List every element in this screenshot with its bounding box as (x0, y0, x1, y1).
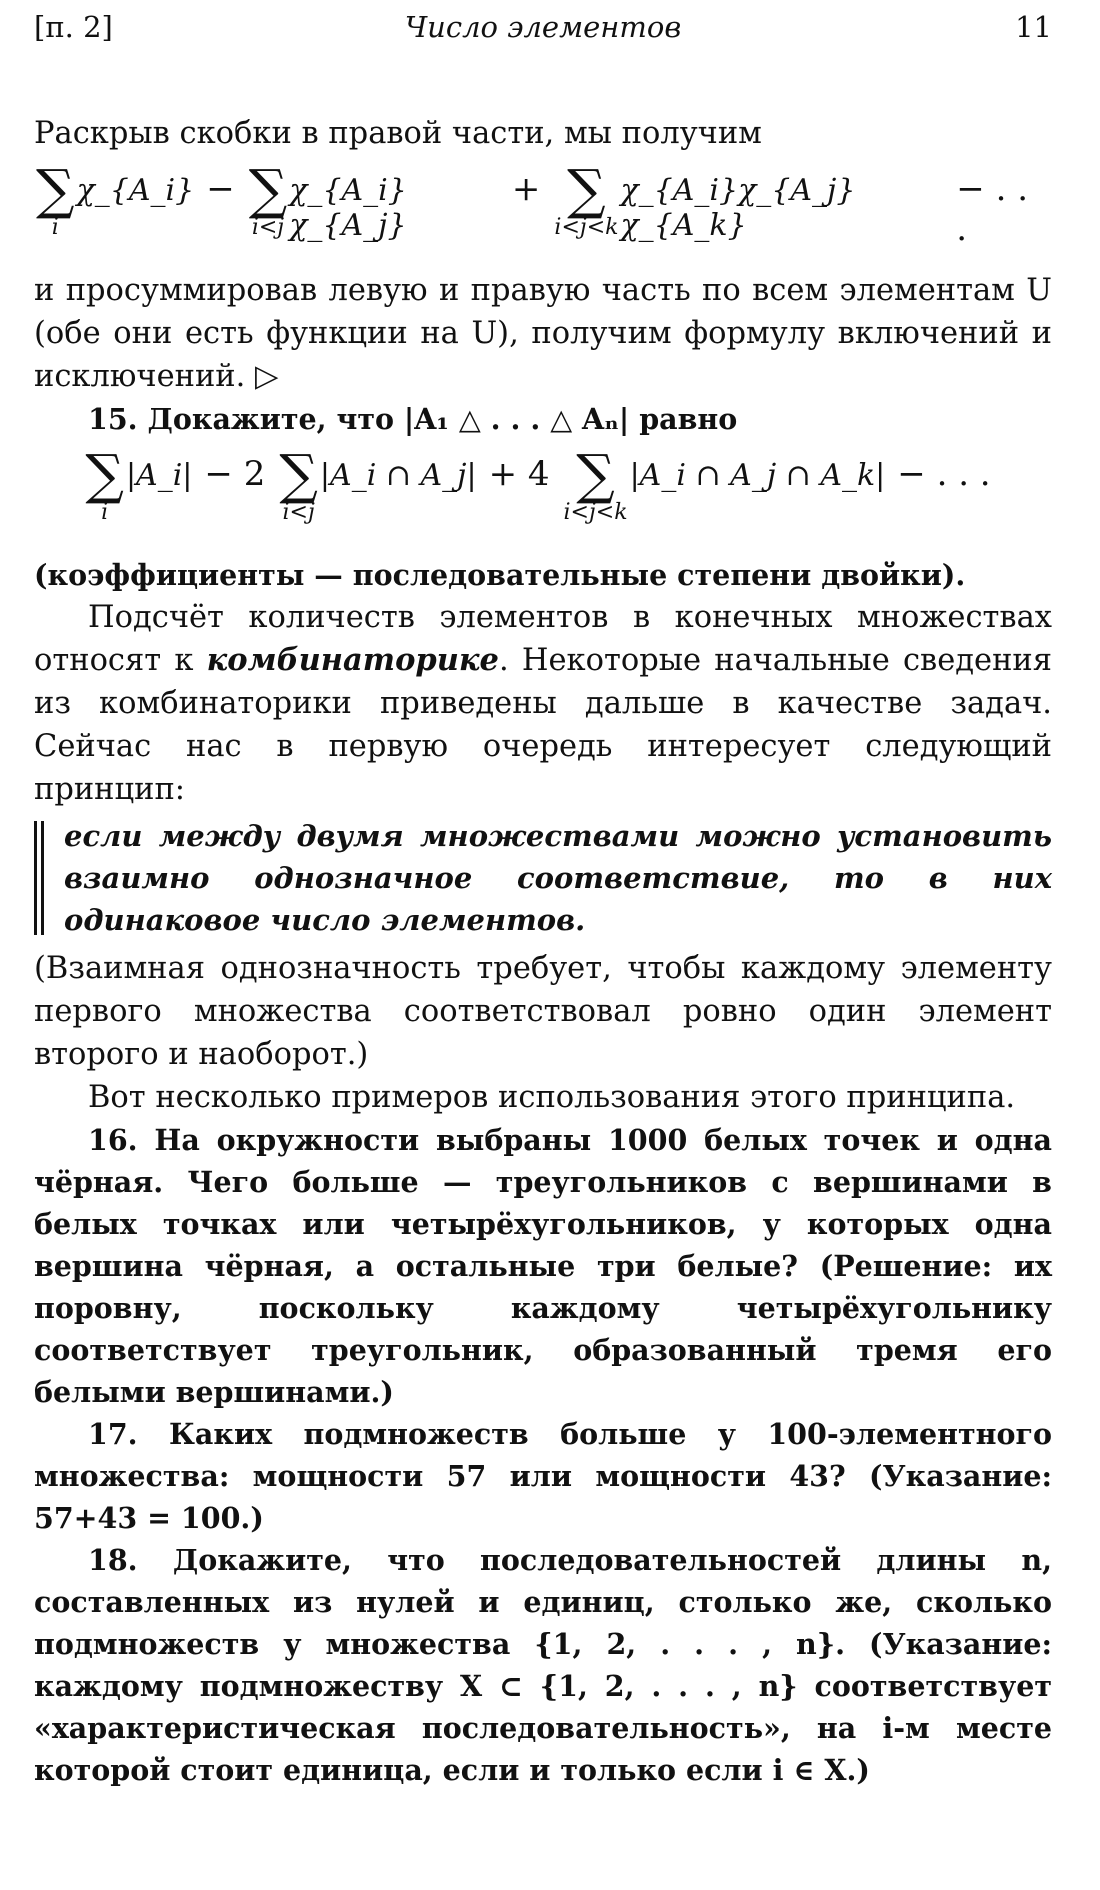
problem-15-note: (коэффициенты — последовательные степени двойки). (34, 558, 966, 592)
problem-text: На окружности выбраны 1000 белых точек и одна чёрная. Чего больше — треугольников с вершинами в белых точках или четырёхугольников, у которых одна вершина чёрная, а остальные три белые? (Решение: их поровну, поскольку каждому четырёхугольнику соответствует треугольник, образованный тремя его белыми вершинами.) (34, 1123, 1052, 1409)
sigma-icon: ∑ (85, 443, 124, 506)
problem-17 (34, 1413, 1052, 1539)
page-number: 11 (1015, 10, 1052, 44)
sum-index: i<j (251, 215, 285, 240)
sum-expression: χ_{A_i} (76, 173, 195, 208)
ellipsis: − . . . (956, 169, 1029, 249)
page-body (34, 112, 1052, 1791)
principle-text: если между двумя множествами можно установить взаимно однозначное соответствие, то в них одинаковое число элементов. (64, 819, 1052, 937)
operator: − 2 (204, 454, 266, 494)
problem-number: 15. (88, 402, 138, 436)
sum-term-1 (36, 158, 75, 240)
ellipsis: − . . . (897, 454, 991, 494)
problem-text: Докажите, что последовательностей длины n, составленных из нулей и единиц, столько же, сколько подмножеств у множества {1, 2, . . . , n}. (Указание: каждому подмножеству X ⊂ {1, 2, . . . , n} соответствует «характеристическая последовательность», на i-м месте которой стоит единица, если и только если i ∈ X.) (34, 1543, 1052, 1787)
sum-term-2 (279, 443, 318, 525)
text-part: Подсчёт количеств элементов в конечных множествах относят к (34, 600, 1052, 678)
sum-index: i<j (282, 500, 315, 525)
paragraph-intro: Раскрыв скобки в правой части, мы получим (34, 116, 762, 151)
sum-expression: |A_i ∩ A_j| (319, 458, 477, 493)
sum-term-3 (563, 443, 628, 525)
paragraph-combinatorics (34, 596, 1052, 811)
principle-block (34, 815, 1052, 941)
formula-inclusion-exclusion (34, 158, 1052, 269)
sigma-icon: ∑ (248, 158, 288, 221)
sigma-icon: ∑ (279, 443, 318, 506)
sum-expression: |A_i ∩ A_j ∩ A_k| (629, 458, 886, 493)
section-ref: [п. 2] (34, 10, 113, 44)
operator: + 4 (488, 454, 550, 494)
paragraph-after-formula: и просуммировав левую и правую часть по всем элементам U (обе они есть функции на U), получим формулу включений и исключений. ▷ (34, 273, 1052, 394)
operator: − (206, 169, 235, 209)
problem-text: Докажите, что |A₁ △ . . . △ Aₙ| равно (147, 402, 738, 436)
sum-term-2 (248, 158, 288, 240)
sum-index: i (51, 215, 59, 240)
sum-index: i<j<k (563, 500, 628, 525)
formula-symmetric-difference (34, 443, 1052, 554)
paragraph-bijection: (Взаимная однозначность требует, чтобы каждому элементу первого множества соответствовал ровно один элемент второго и наоборот.) (34, 951, 1052, 1072)
problem-number: 16. (88, 1123, 138, 1157)
problem-number: 17. (88, 1417, 138, 1451)
sum-index: i<j<k (554, 215, 619, 240)
problem-18 (34, 1539, 1052, 1791)
running-head (34, 10, 1052, 50)
sigma-icon: ∑ (36, 158, 75, 221)
sum-expression: χ_{A_i}χ_{A_j}χ_{A_k} (620, 173, 856, 243)
emphasis-term: комбинаторике (206, 642, 499, 678)
sum-expression: |A_i| (125, 458, 193, 493)
problem-16 (34, 1119, 1052, 1413)
sum-expression: χ_{A_i}χ_{A_j} (289, 173, 407, 243)
problem-15 (34, 398, 1052, 440)
paragraph-examples: Вот несколько примеров использования этого принципа. (88, 1080, 1016, 1115)
operator: + (511, 169, 541, 209)
problem-text: Каких подмножеств больше у 100-элементного множества: мощности 57 или мощности 43? (Указание: 57+43 = 100.) (34, 1417, 1052, 1535)
sum-index: i (101, 500, 109, 525)
sum-term-3 (554, 158, 619, 240)
sigma-icon: ∑ (567, 158, 606, 221)
problem-number: 18. (88, 1543, 138, 1577)
double-bar-icon (34, 821, 44, 935)
sigma-icon: ∑ (576, 443, 615, 506)
sum-term-1 (85, 443, 124, 525)
chapter-title: Число элементов (404, 10, 682, 44)
text-part: . Некоторые начальные сведения из комбинаторики приведены дальше в качестве задач. Сейчас нас в первую очередь интересует следующий принцип: (34, 643, 1052, 807)
